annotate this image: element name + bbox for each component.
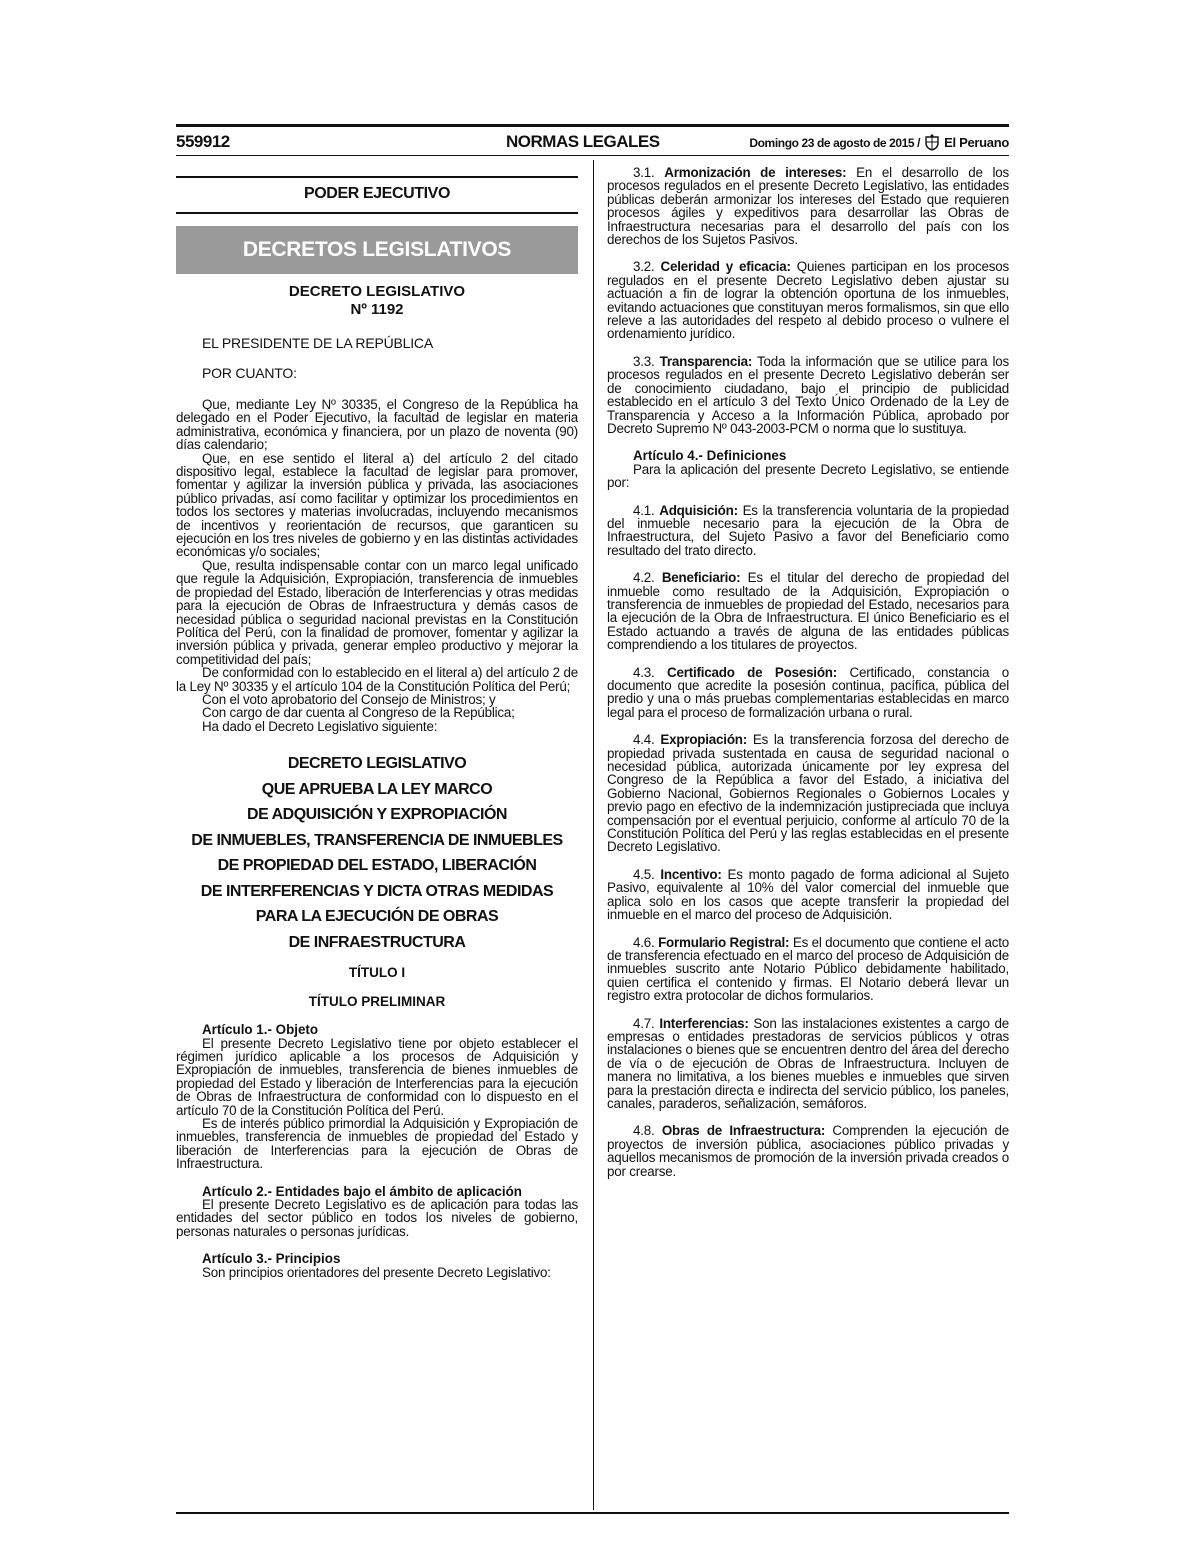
article-4-heading: Artículo 4.- Definiciones: [633, 448, 787, 464]
principle-3-1: [607, 166, 1009, 246]
considerandos: [176, 398, 578, 733]
item-number: 4.6.: [633, 934, 655, 950]
considerando-paragraph: Con cargo de dar cuenta al Congreso de la República;: [202, 705, 515, 721]
item-number: 4.5.: [633, 866, 655, 882]
definition-4-5: [607, 868, 1009, 922]
right-column: [607, 166, 1009, 1178]
item-term: Obras de Infraestructura:: [661, 1123, 826, 1139]
section-title: PODER EJECUTIVO: [303, 185, 451, 202]
definition-4-3: [607, 666, 1009, 720]
item-term: Formulario Registral:: [658, 934, 790, 950]
item-text: Comprenden la ejecución de proyectos de inversión pública, asociaciones público privadas y aquellos mecanismos de promoción de la inversión privada creados o por crearse.: [607, 1123, 1009, 1179]
header-top-rule: [176, 124, 1009, 127]
president-line: EL PRESIDENTE DE LA REPÚBLICA: [202, 335, 433, 351]
item-text: Es la transferencia voluntaria de la propiedad del inmueble necesario para la ejecución de la Obra de Infraestructura, del Sujeto Pasivo a favor del Beneficiario como resultado del trato directo.: [607, 502, 1009, 558]
article-2-heading: Artículo 2.- Entidades bajo el ámbito de aplicación: [202, 1183, 522, 1199]
publication-date: Domingo 23 de agosto de 2015 /: [749, 135, 921, 150]
item-number: 4.2.: [633, 570, 655, 586]
item-number: 4.4.: [633, 732, 655, 748]
item-number: 4.8.: [633, 1123, 655, 1139]
item-term: Beneficiario:: [661, 570, 741, 586]
titulo-heading: TÍTULO I: [348, 965, 406, 981]
item-term: Celeridad y eficacia:: [660, 259, 791, 275]
considerando-paragraph: De conformidad con lo establecido en el literal a) del artículo 2 de la Ley Nº 30335 y el artículo 104 de la Constitución Política del Perú;: [176, 665, 578, 694]
article-1-paragraph: El presente Decreto Legislativo tiene por objeto establecer el régimen jurídico aplicable a los procesos de Adquisición y Expropiación de inmuebles, transferencia de bienes inmuebles de propiedad del Estado y liberación de Interferencias para la ejecución de Obras de Infraestructura de conformidad con lo dispuesto en el artículo 70 de la Constitución Política del Perú.: [176, 1035, 578, 1118]
item-number: 4.7.: [633, 1015, 655, 1031]
page-number: 559912: [176, 132, 230, 151]
item-text: Es el documento que contiene el acto de transferencia efectuado en el marco del proceso de Adquisición de inmuebles suscrito ante Notario Público debidamente habilitado, quien certifica el contenido y firmas. El Notario deberá llevar un registro extra protocolar de dichos formularios.: [607, 934, 1009, 1004]
section-banner: DECRETOS LEGISLATIVOS: [176, 226, 578, 274]
law-title-line: DE INFRAESTRUCTURA: [288, 933, 466, 951]
item-text: Es monto pagado de forma adicional al Sujeto Pasivo, equivalente al 10% del valor comercial del inmueble que aplica solo en los casos que acepte transferir la propiedad del inmueble en el marco del proceso de Adquisición.: [607, 866, 1009, 923]
por-cuanto: POR CUANTO:: [202, 365, 297, 381]
article-3-paragraph: Son principios orientadores del presente Decreto Legislativo:: [202, 1264, 551, 1280]
item-text: En el desarrollo de los procesos regulados en el presente Decreto Legislativo, las entidades públicas deberán armonizar los intereses del Estado que requieren procesos ágiles y expeditivos para desarrollar las Obras de Infraestructura necesarias para el desarrollo del país con los derechos de los Sujetos Pasivos.: [607, 165, 1009, 248]
definition-4-1: [607, 504, 1009, 558]
item-text: Son las instalaciones existentes a cargo de empresas o entidades prestadoras de servicios públicos y otras instalaciones o bienes que se encuentren dentro del área del derecho de vía o de ejecución de Obras de Infraestructura. Incluyen de manera no limitativa, a los bienes muebles e inmuebles que sirven para la prestación directa e indirecta del servicio público, los paneles, canales, paraderos, señalización, semáforos.: [607, 1015, 1009, 1111]
considerando-paragraph: Que, resulta indispensable contar con un marco legal unificado que regule la Adquisición, Expropiación, transferencia de inmuebles de propiedad del Estado, liberación de Interferencias y otras medidas para la ejecución de Obras de Infraestructura y demás casos de necesidad pública o seguridad nacional previstas en la Constitución Política del Perú, con la finalidad de promover, fomentar y agilizar la inversión pública y privada, generar empleo productivo y mejorar la competitividad del país;: [176, 557, 578, 667]
decree-label: DECRETO LEGISLATIVO: [288, 283, 466, 300]
item-number: 4.1.: [633, 502, 655, 518]
principle-3-2: [607, 260, 1009, 340]
definition-4-6: [607, 936, 1009, 1003]
law-title-line: DE PROPIEDAD DEL ESTADO, LIBERACIÓN: [217, 857, 537, 875]
page-header: [176, 130, 1009, 154]
law-title-line: PARA LA EJECUCIÓN DE OBRAS: [255, 908, 499, 926]
law-title-line: DE ADQUISICIÓN Y EXPROPIACIÓN: [247, 806, 507, 824]
definition-4-4: [607, 733, 1009, 854]
considerando-paragraph: Que, mediante Ley Nº 30335, el Congreso de la República ha delegado en el Poder Ejecutivo, la facultad de legislar en materia administrativa, económica y financiera, por un plazo de noventa (90) días calendario;: [176, 397, 578, 453]
item-number: 3.1.: [633, 165, 655, 180]
newspaper-name: El Peruano: [944, 135, 1009, 150]
titulo-preliminar-heading: TÍTULO PRELIMINAR: [308, 994, 446, 1010]
item-text: Quienes participan en los procesos regulados en el presente Decreto Legislativo deben ajustar su actuación a fin de lograr la obtención oportuna de los inmuebles, evitando actuaciones que constituyan meros formalismos, sin que ello releve a las autoridades del respeto al debido proceso o vulnere el ordenamiento jurídico.: [607, 259, 1009, 342]
item-number: 3.3.: [633, 353, 655, 369]
considerando-paragraph: Con el voto aprobatorio del Consejo de Ministros; y: [202, 691, 496, 707]
item-text: Es la transferencia forzosa del derecho de propiedad privada sustentada en causa de seguridad nacional o necesidad pública, autorizada únicamente por ley expresa del Congreso de la República a favor del Estado, a iniciativa del Gobierno Nacional, Gobiernos Regionales o Gobiernos Locales y previo pago en efectivo de la indemnización justipreciada que incluya compensación por el eventual perjuicio, conforme al artículo 70 de la Constitución Política del Perú y las reglas establecidas en el presente Decreto Legislativo.: [607, 732, 1009, 855]
item-term: Expropiación:: [660, 732, 748, 748]
item-term: Incentivo:: [660, 866, 722, 882]
article-1-paragraph: Es de interés público primordial la Adquisición y Expropiación de inmuebles, transferencia de inmuebles de propiedad del Estado y liberación de Interferencias para la ejecución de Obras de Infraestructura.: [176, 1116, 578, 1172]
coat-of-arms-icon: [924, 134, 940, 151]
item-term: Armonización de intereses:: [664, 165, 847, 180]
item-term: Transparencia:: [659, 353, 753, 369]
header-bottom-rule: [176, 155, 1009, 156]
article-4-intro: Para la aplicación del presente Decreto Legislativo, se entiende por:: [607, 461, 1009, 491]
item-term: Certificado de Posesión:: [667, 664, 838, 680]
law-title-line: DECRETO LEGISLATIVO: [287, 755, 467, 773]
considerando-paragraph: Que, en ese sentido el literal a) del artículo 2 del citado dispositivo legal, establece la facultad de legislar para promover, fomentar y agilizar la inversión pública y privada, las asociaciones público privadas, así como facilitar y optimizar los procedimientos en todos los sectores y materias involucradas, incluyendo mecanismos de incentivos y reorientación de recursos, que garanticen su ejecución en los tres niveles de gobierno y en las distintas actividades económicas y/o sociales;: [176, 450, 578, 560]
publication-title: NORMAS LEGALES: [506, 132, 660, 151]
law-title-line: DE INMUEBLES, TRANSFERENCIA DE INMUEBLES: [191, 831, 563, 849]
item-text: Certificado, constancia o documento que acredite la posesión continua, pacífica, pública del predio y una o más pruebas complementarias establecidas en marco legal para el proceso de formalización urbana o rural.: [607, 664, 1009, 720]
left-column: [176, 176, 578, 1279]
section-rule-bottom: [176, 212, 578, 214]
item-number: 3.2.: [633, 259, 655, 275]
law-title-line: DE INTERFERENCIAS Y DICTA OTRAS MEDIDAS: [200, 882, 554, 900]
item-term: Interferencias:: [659, 1015, 749, 1031]
considerando-paragraph: Ha dado el Decreto Legislativo siguiente:: [202, 718, 438, 734]
column-divider: [593, 160, 594, 1510]
article-1-heading: Artículo 1.- Objeto: [202, 1022, 319, 1038]
footer-rule: [176, 1512, 1009, 1514]
law-title-line: QUE APRUEBA LA LEY MARCO: [261, 780, 493, 798]
decree-number: Nº 1192: [350, 301, 404, 318]
principle-3-3: [607, 355, 1009, 435]
header-right: [749, 134, 1009, 151]
article-3-heading: Artículo 3.- Principios: [202, 1251, 341, 1267]
item-term: Adquisición:: [659, 502, 738, 518]
definition-4-8: [607, 1124, 1009, 1178]
article-2-paragraph: El presente Decreto Legislativo es de aplicación para todas las entidades del sector público en todos los niveles de gobierno, personas naturales o personas jurídicas.: [176, 1197, 578, 1239]
definition-4-2: [607, 571, 1009, 651]
item-number: 4.3.: [633, 664, 655, 680]
item-text: Toda la información que se utilice para los procesos regulados en el presente Decreto Legislativo deberán ser de conocimiento ciudadano, bajo el principio de publicidad establecido en el artículo 3 del Texto Único Ordenado de la Ley de Transparencia y Acceso a la Información Pública, aprobado por Decreto Supremo Nº 043-2003-PCM o norma que lo sustituya.: [607, 353, 1009, 436]
item-text: Es el titular del derecho de propiedad del inmueble como resultado de la Adquisición, Expropiación o transferencia de inmuebles de propiedad del Estado, necesarios para la ejecución de la Obra de Infraestructura. El único Beneficiario es el Estado actuando a través de alguna de las entidades públicas comprendiendo a los titulares de proyectos.: [607, 570, 1009, 653]
law-title: [176, 751, 578, 955]
definition-4-7: [607, 1017, 1009, 1111]
